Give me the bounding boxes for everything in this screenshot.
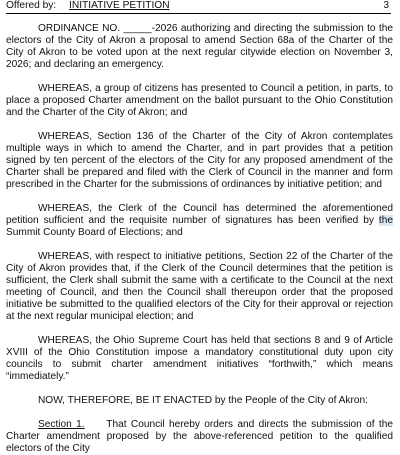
- ordinance-paragraph: ORDINANCE NO. _____-2026 authorizing and directing the submission to the electors of the City of Akron a proposal to amend Section 68a of the Charter of the City of Akron to be voted upon at the next regular citywide election on November 3, 2026; and declaring an emergency.: [6, 23, 393, 71]
- offered-by-label: Offered by:: [6, 0, 57, 11]
- whereas-3-text-before: WHEREAS, the Clerk of the Council has determined the aforementioned petition sufficient and the requisite number of signatures has been verified by: [6, 202, 393, 226]
- enacted-clause: NOW, THEREFORE, BE IT ENACTED by the People of the City of Akron:: [38, 394, 368, 406]
- section-1-paragraph: [6, 419, 393, 455]
- section-1-label: Section 1.: [38, 418, 85, 430]
- whereas-paragraph-5: WHEREAS, the Ohio Supreme Court has held that sections 8 and 9 of Article XVIII of the Ohio Constitution impose a mandatory constitutional duty upon city councils to submit charter amendment initiatives “forthwith,” which means “immediately.”: [6, 334, 393, 383]
- whereas-paragraph-4: WHEREAS, with respect to initiative petitions, Section 22 of the Charter of the City of Akron provides that, if the Clerk of the Council determines that the petition is sufficient, the Clerk shall submit the same with a certificate to the Council at the next meeting of Council, and then the Council shall thereupon order that the proposed initiative be submitted to the qualified electors of the City for their approval or rejection at the next regular municipal election; and: [6, 250, 393, 323]
- section-1-text: That Council hereby orders and directs the submission of the Charter amendment proposed by the above-referenced petition to the qualified electors of the City: [6, 418, 393, 454]
- document-body: [6, 23, 393, 455]
- whereas-paragraph-3: [6, 203, 393, 239]
- document-header: [6, 0, 391, 14]
- whereas-3-text-after: Summit County Board of Elections; and: [6, 227, 183, 239]
- whereas-paragraph-1: WHEREAS, a group of citizens has presented to Council a petition, in parts, to place a proposed Charter amendment on the ballot pursuant to the Ohio Constitution and the Charter of the City of Akron; and: [6, 82, 393, 119]
- page-number: 3: [383, 0, 389, 11]
- text-selection-highlight: the: [378, 215, 393, 226]
- whereas-paragraph-2: WHEREAS, Section 136 of the Charter of the City of Akron contemplates multiple ways in which to amend the Charter, and in part provides that a petition signed by ten percent of the electors of the City for any proposed amendment of the Charter shall be prepared and filed with the Clerk of Council in the manner and form prescribed in the Charter for the submissions of ordinances by initiative petition; and: [6, 130, 393, 191]
- offered-by-value: INITIATIVE PETITION: [69, 0, 170, 11]
